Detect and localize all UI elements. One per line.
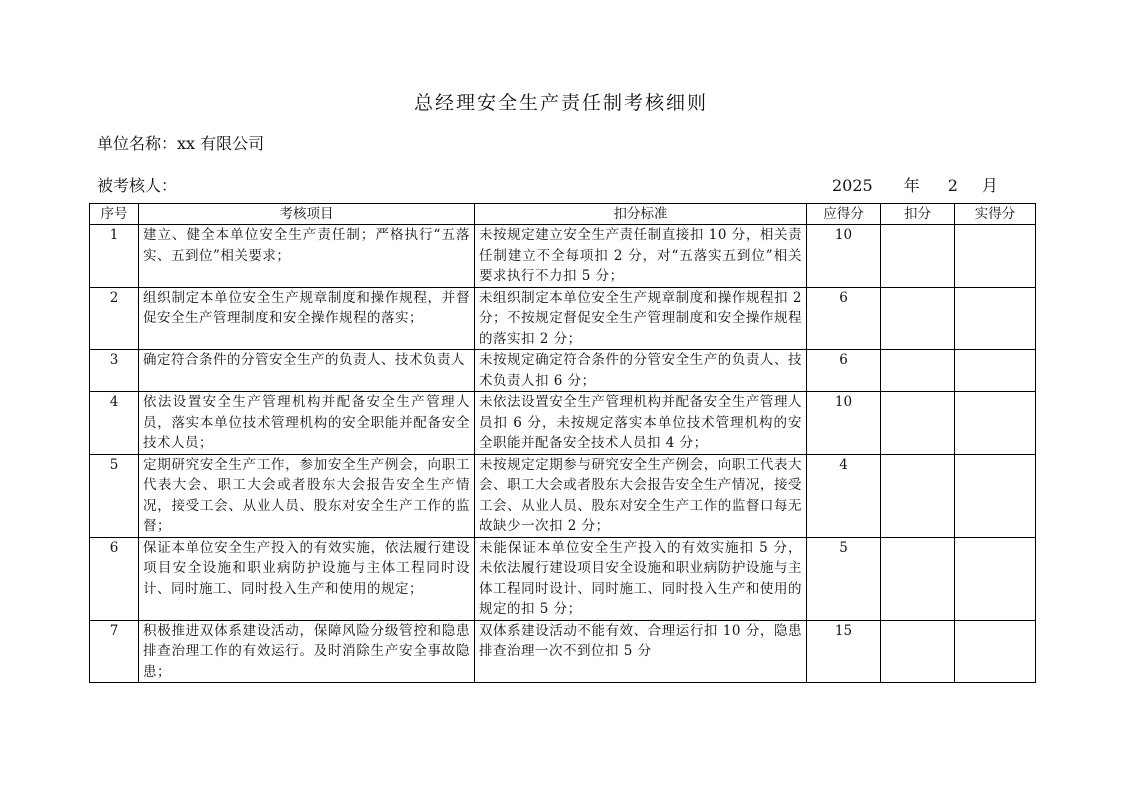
row-standard: 未能保证本单位安全生产投入的有效实施扣 5 分，未依法履行建设项目安全设施和职业病防护设施与主体工程同时设计、同时施工、同时投入生产和使用的规定的扣 5 分； — [475, 537, 807, 620]
row-standard: 未组织制定本单位安全生产规章制度和操作规程扣 2 分；不按规定督促安全生产管理制度和安全操作规程的落实扣 2 分； — [475, 287, 807, 350]
unit-name: 单位名称：xx 有限公司 — [97, 134, 265, 153]
row-score: 4 — [807, 454, 881, 537]
row-deduct-cell[interactable] — [881, 454, 955, 537]
row-standard: 双体系建设活动不能有效、合理运行扣 10 分，隐患排查治理一次不到位扣 5 分 — [475, 620, 807, 683]
header-deduct: 扣分 — [881, 204, 955, 225]
row-score: 6 — [807, 287, 881, 350]
table-row — [90, 620, 1036, 683]
table-header-row — [90, 204, 1036, 225]
table-row — [90, 350, 1036, 392]
row-no: 7 — [90, 620, 139, 683]
row-item: 建立、健全本单位安全生产责任制；严格执行“五落实、五到位”相关要求； — [139, 225, 475, 288]
row-actual-cell[interactable] — [955, 392, 1036, 455]
assessment-date — [832, 173, 998, 196]
row-standard: 未按规定确定符合条件的分管安全生产的负责人、技术负责人扣 6 分； — [475, 350, 807, 392]
row-item: 组织制定本单位安全生产规章制度和操作规程，并督促安全生产管理制度和安全操作规程的落实； — [139, 287, 475, 350]
row-actual-cell[interactable] — [955, 225, 1036, 288]
examinee-label: 被考核人： — [97, 176, 178, 195]
row-item: 依法设置安全生产管理机构并配备安全生产管理人员，落实本单位技术管理机构的安全职能并配备安全技术人员； — [139, 392, 475, 455]
header-no: 序号 — [90, 204, 139, 225]
row-no: 4 — [90, 392, 139, 455]
document-title: 总经理安全生产责任制考核细则 — [413, 92, 708, 114]
row-deduct-cell[interactable] — [881, 392, 955, 455]
row-no: 6 — [90, 537, 139, 620]
row-score: 10 — [807, 225, 881, 288]
date-year-unit: 年 — [903, 176, 920, 195]
table-row — [90, 537, 1036, 620]
row-item: 确定符合条件的分管安全生产的负责人、技术负责人 — [139, 350, 475, 392]
row-score: 5 — [807, 537, 881, 620]
row-no: 3 — [90, 350, 139, 392]
header-standard: 扣分标准 — [475, 204, 807, 225]
row-no: 1 — [90, 225, 139, 288]
header-actual: 实得分 — [955, 204, 1036, 225]
row-standard: 未按规定建立安全生产责任制直接扣 10 分，相关责任制建立不全每项扣 2 分，对“五落实五到位”相关要求执行不力扣 5 分； — [475, 225, 807, 288]
row-deduct-cell[interactable] — [881, 350, 955, 392]
row-actual-cell[interactable] — [955, 454, 1036, 537]
row-score: 6 — [807, 350, 881, 392]
row-standard: 未按规定定期参与研究安全生产例会，向职工代表大会、职工大会或者股东大会报告安全生产情况，接受工会、从业人员、股东对安全生产工作的监督口每无故缺少一次扣 2 分； — [475, 454, 807, 537]
date-year: 2025 — [832, 176, 873, 195]
table-row — [90, 287, 1036, 350]
row-score: 15 — [807, 620, 881, 683]
row-actual-cell[interactable] — [955, 537, 1036, 620]
assessment-table — [89, 203, 1036, 683]
row-deduct-cell[interactable] — [881, 620, 955, 683]
row-actual-cell[interactable] — [955, 287, 1036, 350]
row-actual-cell[interactable] — [955, 620, 1036, 683]
table-row — [90, 225, 1036, 288]
table-row — [90, 392, 1036, 455]
row-no: 2 — [90, 287, 139, 350]
row-item: 积极推进双体系建设活动，保障风险分级管控和隐患排查治理工作的有效运行。及时消除生产安全事故隐患； — [139, 620, 475, 683]
row-standard: 未依法设置安全生产管理机构并配备安全生产管理人员扣 6 分，未按规定落实本单位技术管理机构的安全职能并配备安全技术人员扣 4 分； — [475, 392, 807, 455]
row-actual-cell[interactable] — [955, 350, 1036, 392]
row-item: 定期研究安全生产工作，参加安全生产例会，向职工代表大会、职工大会或者股东大会报告安全生产情况，接受工会、从业人员、股东对安全生产工作的监督； — [139, 454, 475, 537]
row-deduct-cell[interactable] — [881, 225, 955, 288]
header-item: 考核项目 — [139, 204, 475, 225]
row-item: 保证本单位安全生产投入的有效实施，依法履行建设项目安全设施和职业病防护设施与主体工程同时设计、同时施工、同时投入生产和使用的规定； — [139, 537, 475, 620]
row-deduct-cell[interactable] — [881, 537, 955, 620]
row-score: 10 — [807, 392, 881, 455]
table-row — [90, 454, 1036, 537]
date-month: 2 — [947, 176, 958, 195]
row-no: 5 — [90, 454, 139, 537]
header-score: 应得分 — [807, 204, 881, 225]
date-month-unit: 月 — [981, 176, 998, 195]
row-deduct-cell[interactable] — [881, 287, 955, 350]
